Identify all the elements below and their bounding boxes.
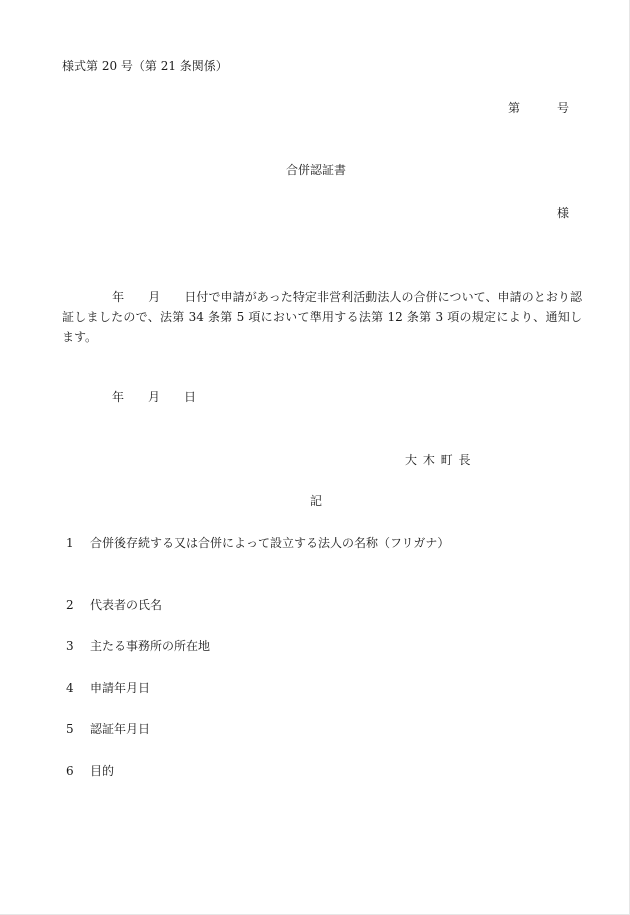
date-year: 年 <box>112 390 125 404</box>
item-number: 3 <box>66 639 74 653</box>
list-item <box>66 535 449 551</box>
ki-label: 記 <box>310 494 323 508</box>
item-label: 合併後存続する又は合併によって設立する法人の名称（フリガナ） <box>90 536 450 550</box>
list-item <box>66 763 114 779</box>
body-paragraph <box>62 287 582 347</box>
number-prefix: 第 <box>508 101 521 115</box>
document-title: 合併認証書 <box>286 163 347 177</box>
list-item <box>66 597 162 613</box>
issuer: 大 木 町 長 <box>405 453 472 467</box>
list-item <box>66 638 210 654</box>
item-number: 2 <box>66 598 74 612</box>
item-label: 代表者の氏名 <box>90 598 163 612</box>
item-number: 1 <box>66 536 74 550</box>
list-item <box>66 680 150 696</box>
body-text: 日付で申請があった特定非営利活動法人の合併について、申請のとおり認証しましたので、法第 34 条第 5 項において準用する法第 12 条第 3 項の規定により、通知します。 <box>62 290 582 344</box>
form-label: 様式第 20 号（第 21 条関係） <box>62 59 228 73</box>
body-month: 月 <box>148 290 161 304</box>
item-label: 目的 <box>90 764 115 778</box>
date-day: 日 <box>184 390 197 404</box>
date-month: 月 <box>148 390 161 404</box>
addressee-suffix: 様 <box>557 206 570 220</box>
item-number: 5 <box>66 722 74 736</box>
item-label: 主たる事務所の所在地 <box>90 639 211 653</box>
item-number: 6 <box>66 764 74 778</box>
date-line <box>112 389 196 405</box>
list-item <box>66 721 150 737</box>
number-suffix: 号 <box>557 101 570 115</box>
item-label: 認証年月日 <box>90 722 151 736</box>
body-year: 年 <box>112 290 125 304</box>
item-label: 申請年月日 <box>90 681 151 695</box>
item-number: 4 <box>66 681 74 695</box>
